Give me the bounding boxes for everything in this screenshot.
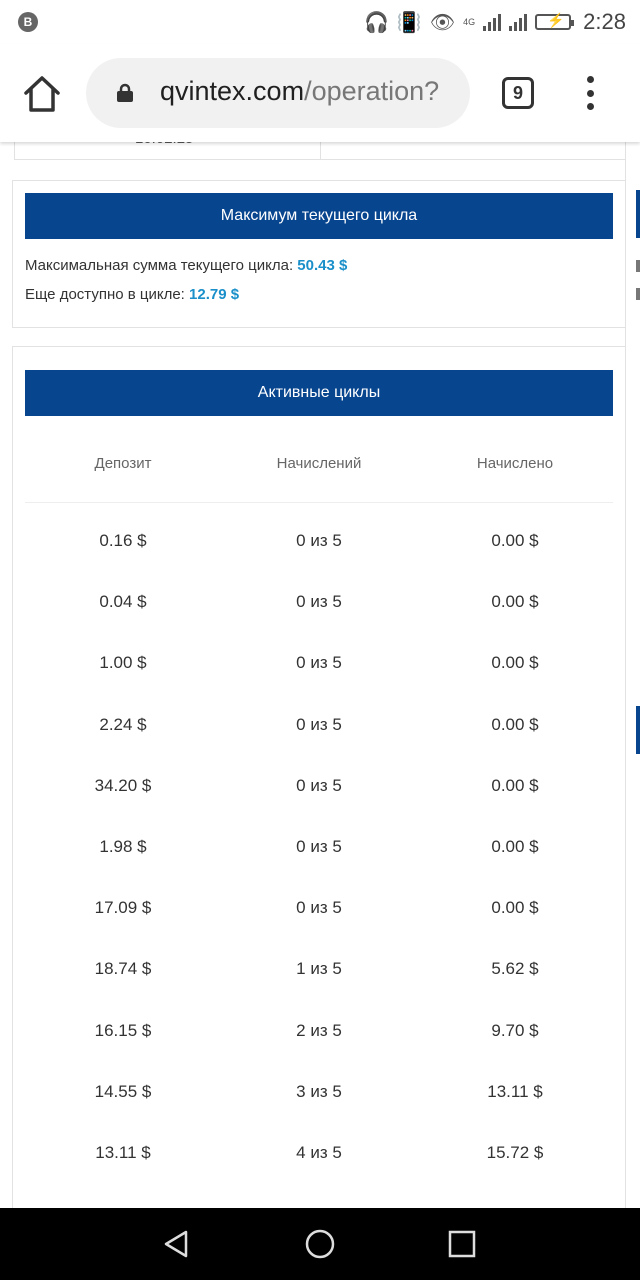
cell-accrued: 0.00 $ (491, 714, 539, 734)
column-header-deposit: Депозит (94, 455, 152, 472)
cycle-max-title: Максимум текущего цикла (25, 193, 613, 239)
home-icon[interactable] (22, 74, 62, 114)
recents-icon[interactable] (446, 1228, 478, 1260)
cell-accruals: 0 из 5 (296, 531, 342, 550)
previous-table-remnant (14, 142, 626, 160)
table-row (25, 572, 613, 633)
column-header-accrued: Начислено (476, 455, 554, 472)
neighbor-card-text (636, 260, 640, 272)
overflow-menu-icon[interactable] (585, 76, 595, 110)
cell-accruals: 1 из 5 (296, 959, 342, 979)
cell-accruals: 3 из 5 (296, 1081, 342, 1101)
battery-icon: ⚡ (535, 14, 571, 30)
available-value: 12.79 $ (189, 286, 240, 303)
table-header (25, 417, 613, 503)
cell-accrued: 0.00 $ (491, 653, 539, 673)
status-bar (0, 0, 640, 44)
status-icons (364, 8, 626, 36)
cell-deposit: 18.74 $ (94, 959, 152, 979)
cell-accruals: 0 из 5 (296, 836, 342, 856)
table-row (25, 695, 613, 756)
cell-deposit: 0.04 $ (99, 592, 147, 612)
table-row (25, 511, 613, 572)
cell-accrued: 13.11 $ (487, 1081, 543, 1101)
back-icon[interactable] (160, 1228, 192, 1260)
page-content (0, 142, 640, 1208)
max-sum-label: Максимальная сумма текущего цикла: (25, 257, 294, 274)
cell-accruals: 2 из 5 (296, 1020, 342, 1040)
cell-deposit: 16.15 $ (94, 1020, 152, 1040)
table-divider (320, 142, 321, 160)
tab-switcher-button[interactable]: 9 (502, 77, 534, 109)
active-cycles-card (12, 346, 626, 1246)
cell-deposit: 1.98 $ (99, 836, 147, 856)
column-header-accruals: Начислений (276, 455, 362, 472)
url-host: qvintex.com (160, 76, 305, 106)
cell-accrued: 5.62 $ (491, 959, 539, 979)
cell-accrued: 9.70 $ (491, 1020, 539, 1040)
cell-accrued: 0.00 $ (491, 775, 539, 795)
cell-accruals: 0 из 5 (296, 653, 342, 673)
cell-accruals: 0 из 5 (296, 898, 342, 918)
cell-accrued: 0.00 $ (491, 531, 539, 550)
cell-accrued: 0.00 $ (491, 898, 539, 918)
cell-deposit: 34.20 $ (94, 775, 152, 795)
cell-deposit: 14.55 $ (94, 1081, 152, 1101)
cell-deposit: 1.00 $ (99, 653, 147, 673)
cell-accruals: 4 из 5 (296, 1142, 342, 1162)
cell-accrued: 15.72 $ (486, 1142, 544, 1162)
cell-deposit: 13.11 $ (95, 1142, 151, 1162)
cell-accruals: 0 из 5 (296, 592, 342, 612)
url-text[interactable] (160, 76, 439, 107)
lock-icon (116, 84, 134, 102)
cell-accrued: 0.00 $ (491, 836, 539, 856)
table-row (25, 1062, 613, 1123)
table-row (25, 817, 613, 878)
max-sum-value: 50.43 $ (297, 257, 348, 274)
available-line (25, 286, 239, 303)
table-row (25, 1123, 613, 1184)
max-sum-line (25, 257, 347, 274)
neighbor-card-text (636, 288, 640, 300)
eye-icon: 👁 (429, 11, 456, 34)
table-row (25, 1001, 613, 1062)
home-nav-icon[interactable] (304, 1228, 336, 1260)
table-row (25, 939, 613, 1000)
cell-deposit: 0.16 $ (99, 531, 147, 550)
table-row (25, 878, 613, 939)
neighbor-card-header (636, 706, 640, 754)
vibrate-icon: 📳 (396, 11, 422, 34)
headphones-icon: 🎧 (363, 11, 389, 34)
cell-accrued: 0.00 $ (491, 592, 539, 612)
cell-deposit: 17.09 $ (94, 898, 152, 918)
cell-accruals: 0 из 5 (296, 775, 342, 795)
available-label: Еще доступно в цикле: (25, 286, 185, 303)
address-bar[interactable] (86, 58, 470, 128)
cell-deposit: 2.24 $ (99, 714, 147, 734)
notification-app-icon: B (18, 12, 38, 32)
system-navigation-bar (0, 1208, 640, 1280)
url-path: /operation? (304, 76, 440, 106)
cycle-max-card (12, 180, 626, 328)
cycles-table-body (25, 511, 613, 1184)
network-type-label: 4G (463, 17, 476, 27)
clock: 2:28 (583, 9, 626, 34)
table-row (25, 633, 613, 694)
neighbor-card-header (636, 190, 640, 238)
signal-strength-icon-2 (509, 13, 527, 31)
active-cycles-title: Активные циклы (25, 370, 613, 416)
signal-strength-icon (483, 13, 501, 31)
table-row (25, 756, 613, 817)
browser-toolbar (0, 44, 640, 142)
cell-accruals: 0 из 5 (296, 714, 342, 734)
